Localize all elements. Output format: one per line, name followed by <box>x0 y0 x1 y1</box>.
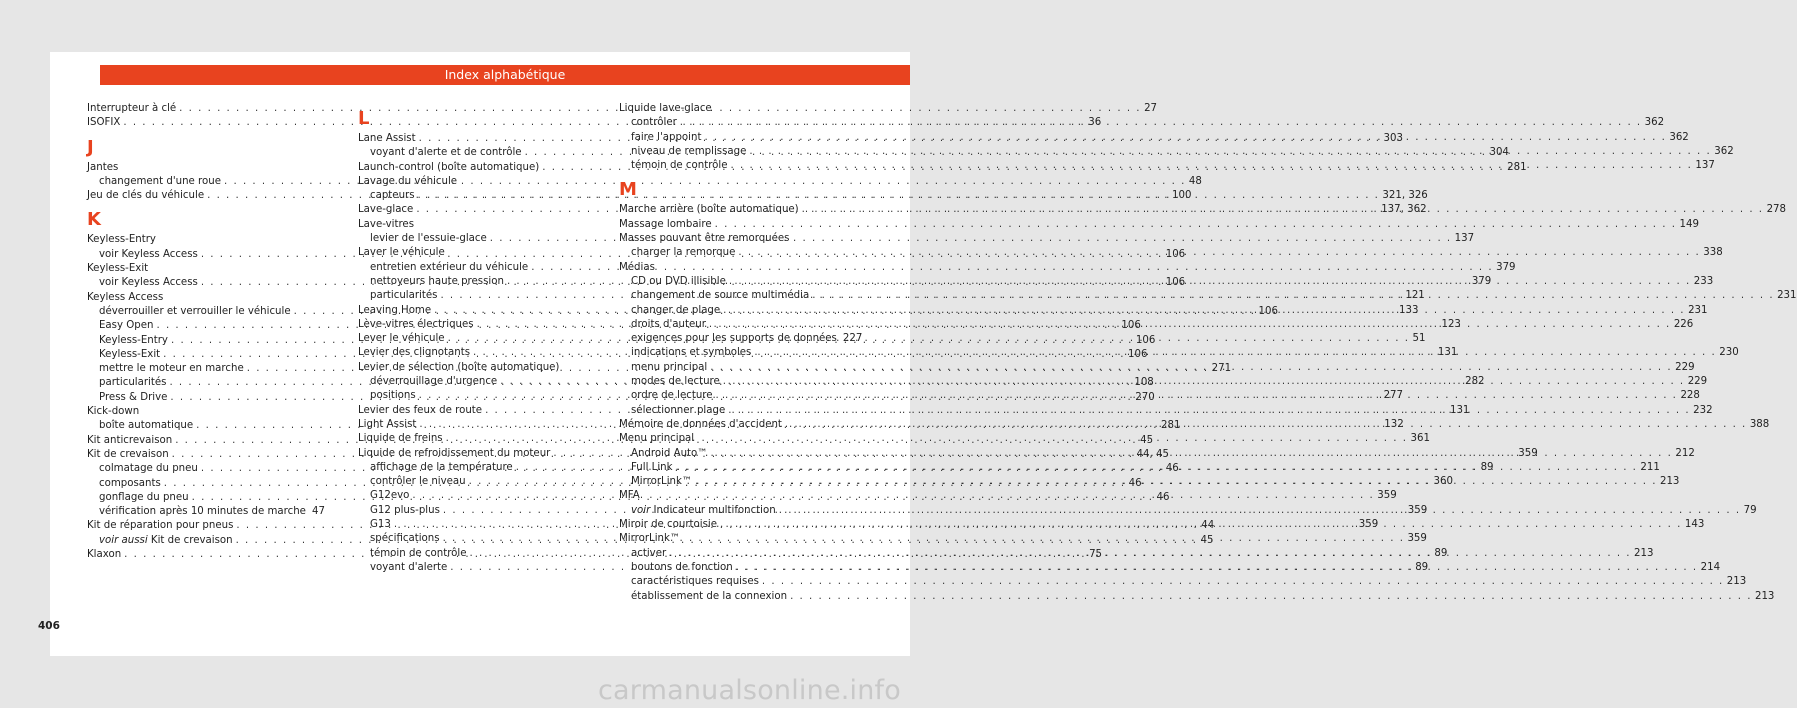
entry-label: déverrouillage d'urgence <box>370 376 498 388</box>
index-subentry <box>619 575 1747 589</box>
page-reference: 304 <box>1489 147 1509 159</box>
entry-label: Lane Assist <box>358 133 416 144</box>
entry-label: Klaxon <box>87 549 122 561</box>
entry-label: exigences pour les supports de données <box>631 333 837 345</box>
entry-label <box>99 534 233 548</box>
leader-dots <box>448 332 1410 346</box>
page-reference: 303 <box>1383 133 1403 144</box>
entry-label: Jantes <box>87 161 119 173</box>
entry-label: sélectionner plage <box>631 404 726 416</box>
page-reference: 213 <box>1754 590 1775 602</box>
entry-label: entretien extérieur du véhicule <box>370 261 529 273</box>
page-reference: 36 <box>1088 117 1102 129</box>
entry-label: établissement de la connexion <box>631 590 788 602</box>
entry-crossref: voir <box>631 504 651 516</box>
entry-label: vérification après 10 minutes de marche <box>99 506 306 518</box>
page-reference: 231 <box>1777 290 1797 302</box>
entry-label: colmatage du pneu <box>99 463 198 475</box>
entry-label: CD ou DVD illisible <box>631 275 726 287</box>
index-entry <box>619 489 859 503</box>
entry-label: témoin de contrôle <box>631 160 728 172</box>
leader-dots <box>812 289 1774 303</box>
page-reference: 79 <box>1743 504 1757 516</box>
entry-label: contrôler le niveau <box>370 476 466 488</box>
entry-crossref: voir aussi <box>99 534 148 546</box>
entry-label: changer de plage <box>631 304 721 316</box>
entry-label: Massage lombaire <box>619 218 712 230</box>
page-reference: 123 <box>1441 318 1461 330</box>
page-reference: 44, 45 <box>1136 448 1169 460</box>
entry-label: Lave-glace <box>358 204 414 216</box>
entry-label: positions <box>370 390 416 402</box>
page-reference: 213 <box>1634 547 1654 559</box>
entry-label: Kit de réparation pour pneus <box>87 520 234 532</box>
entry-label: particularités <box>370 290 438 302</box>
leader-dots <box>709 318 1671 332</box>
page-reference: 230 <box>1719 347 1739 359</box>
page-reference: 359 <box>1407 504 1428 516</box>
leader-dots <box>443 532 1405 546</box>
entry-label: Liquide de refroidissement du moteur <box>358 447 551 459</box>
entry-label: changement de source multimédia <box>631 290 810 302</box>
index-subentry <box>619 332 863 346</box>
page-reference: 108 <box>1134 377 1154 389</box>
leader-dots <box>704 131 1666 145</box>
page-reference: 75 <box>1089 549 1103 561</box>
page-reference: 100 <box>1171 190 1192 202</box>
page-reference: 137 <box>1695 160 1715 172</box>
entry-label: affichage de la température <box>370 461 513 473</box>
leader-dots <box>723 304 1685 318</box>
entry-label: Laver le véhicule <box>358 247 445 259</box>
entry-label: gonflage du pneu <box>99 491 189 503</box>
page-reference: 46 <box>1156 491 1170 503</box>
index-subentry <box>619 590 1775 604</box>
index-entry <box>87 161 325 175</box>
entry-label-text: Kit de crevaison <box>150 534 233 546</box>
entry-label: Keyless-Exit <box>87 263 149 275</box>
entry-label: Keyless-Entry <box>99 334 168 346</box>
entry-label: Leaving Home <box>358 304 432 316</box>
page-reference: 46 <box>1128 477 1142 489</box>
page-reference: 27 <box>1144 103 1158 114</box>
entry-label: G12 plus-plus <box>370 504 440 516</box>
entry-label: Liquide de freins <box>358 433 443 445</box>
page-reference: 89 <box>1480 461 1494 473</box>
entry-label: charger la remorque <box>631 247 736 259</box>
leader-dots <box>731 159 1693 173</box>
leader-dots <box>680 116 1642 130</box>
entry-label: changement d'une roue <box>99 175 221 187</box>
entry-label: Kit de crevaison <box>87 448 169 460</box>
entry-label: Easy Open <box>99 320 154 332</box>
entry-label: indications et symboles <box>631 347 752 359</box>
page-reference: 131 <box>1449 404 1470 416</box>
index-entry <box>87 291 325 305</box>
leader-dots <box>418 189 1380 203</box>
entry-label: Kick-down <box>87 406 140 418</box>
page-reference: 362 <box>1669 131 1689 143</box>
leader-dots <box>785 418 1747 432</box>
entry-label: MirrorLink™ <box>631 476 693 488</box>
entry-label: Kit anticrevaison <box>87 434 173 446</box>
leader-dots <box>720 518 1682 532</box>
page-reference: 359 <box>1518 447 1538 459</box>
entry-label: voir Keyless Access <box>99 277 198 289</box>
entry-label: Light Assist <box>358 418 417 430</box>
entry-label: Menu principal <box>619 433 695 445</box>
page-reference: 232 <box>1693 404 1713 416</box>
page-reference: 361 <box>1410 433 1430 445</box>
page-reference: 89 <box>1434 547 1448 559</box>
index-subentry <box>619 116 1665 130</box>
page-reference: 338 <box>1703 247 1723 259</box>
page-reference: 132 <box>1384 418 1404 430</box>
entry-label: Lever le véhicule <box>358 333 445 345</box>
index-page <box>50 52 1797 656</box>
leader-dots <box>695 475 1657 489</box>
page-reference: 131 <box>1437 347 1458 359</box>
leader-dots <box>762 575 1724 589</box>
page-reference: 51 <box>1412 333 1426 345</box>
page-reference: 212 <box>1675 447 1695 459</box>
entry-label: capteurs <box>370 190 415 202</box>
entry-label: droits d'auteur <box>631 318 706 330</box>
page-reference: 46 <box>1165 463 1179 475</box>
page-reference: 359 <box>1377 490 1397 502</box>
index-entry <box>619 261 859 275</box>
leader-dots <box>749 145 1711 159</box>
entry-label: Lève-vitres électriques <box>358 318 474 330</box>
page-reference: 214 <box>1700 561 1721 573</box>
entry-label: modes de lecture <box>631 376 720 388</box>
page-reference: 362 <box>1714 145 1734 157</box>
entry-label: caractéristiques requises <box>631 576 759 588</box>
page-reference: 360 <box>1433 476 1453 488</box>
page-reference: 271 <box>1211 363 1232 375</box>
page-reference: 106 <box>1128 348 1148 360</box>
leader-dots <box>446 432 1408 446</box>
entry-label: particularités <box>99 377 167 389</box>
watermark: carmanualsonline.info <box>598 675 901 706</box>
page-reference: 227 <box>842 333 863 345</box>
page-reference: 388 <box>1749 418 1770 430</box>
entry-label: Keyless-Entry <box>87 234 156 246</box>
entry-label: Jeu de clés du véhicule <box>87 190 205 202</box>
entry-label: témoin de contrôle <box>370 547 467 559</box>
entry-label: G13 <box>370 519 391 531</box>
entry-label: ordre de lecture <box>631 390 713 402</box>
entry-label: nettoyeurs haute pression <box>370 275 504 287</box>
leader-dots <box>715 218 1677 232</box>
entry-label: levier de l'essuie-glace <box>370 233 487 245</box>
page-reference: 231 <box>1688 304 1708 316</box>
leader-dots <box>669 547 1631 561</box>
entry-label: voyant d'alerte et de contrôle <box>370 147 522 159</box>
page-reference: 45 <box>1140 434 1154 446</box>
page-reference: 137, 362 <box>1381 204 1427 216</box>
page-reference: 106 <box>1121 320 1141 332</box>
entry-label: faire l'appoint <box>631 131 702 143</box>
leader-dots <box>790 590 1752 604</box>
index-entry <box>87 405 325 419</box>
section-letter: K <box>87 209 101 231</box>
index-entry <box>619 102 859 116</box>
page-reference: 281 <box>1507 161 1527 173</box>
leader-dots <box>728 404 1690 418</box>
index-entry <box>358 246 601 260</box>
entry-label: menu principal <box>631 361 708 373</box>
leader-dots <box>754 346 1716 360</box>
page-reference: 226 <box>1673 318 1694 330</box>
page-reference: 213 <box>1659 476 1680 488</box>
page-reference: 229 <box>1687 376 1708 388</box>
entry-label: MFA <box>619 490 640 502</box>
entry-label: Miroir de courtoisie <box>619 519 717 531</box>
page-reference: 45 <box>1200 534 1214 546</box>
page-reference: 282 <box>1465 376 1485 388</box>
entry-label: ISOFIX <box>87 117 121 129</box>
page-reference: 106 <box>1165 277 1186 289</box>
entry-label: G12evo <box>370 490 410 502</box>
page-reference: 143 <box>1684 519 1705 531</box>
index-entry <box>358 361 601 375</box>
entry-label: Levier des clignotants <box>358 347 471 359</box>
page-reference: 44 <box>1201 520 1215 532</box>
entry-label: Liquide lave-glace <box>619 103 712 114</box>
entry-label: Launch-control (boîte automatique) <box>358 161 540 173</box>
section-letter: J <box>87 136 94 158</box>
entry-label: composants <box>99 477 161 489</box>
page-reference: 106 <box>1135 334 1156 346</box>
page-reference: 213 <box>1726 576 1747 588</box>
entry-label: Levier des feux de route <box>358 404 483 416</box>
leader-dots <box>676 461 1638 475</box>
entry-label: boîte automatique <box>99 420 194 432</box>
page-reference: 362 <box>1644 117 1665 129</box>
index-subentry <box>87 505 325 519</box>
entry-label: MirrorLink™ <box>619 533 681 545</box>
page-title: Index alphabétique <box>100 65 910 85</box>
entry-label: Keyless Access <box>87 291 164 303</box>
index-entry <box>87 233 325 247</box>
page-reference: 106 <box>1258 305 1278 317</box>
entry-label: Full Link <box>631 461 673 473</box>
page-reference: 228 <box>1680 390 1700 402</box>
entry-label: Interrupteur à clé <box>87 103 177 114</box>
page-reference: 359 <box>1407 533 1427 545</box>
page-reference: 321, 326 <box>1382 190 1428 202</box>
leader-dots <box>736 561 1698 575</box>
page-reference: 48 <box>1188 175 1202 187</box>
entry-label: mettre le moteur en marche <box>99 363 244 375</box>
page-reference: 137 <box>1454 233 1475 245</box>
page-reference: 149 <box>1679 218 1699 230</box>
leader-dots <box>412 489 1374 503</box>
page-reference: 47 <box>312 506 325 518</box>
entry-label: Android Auto™ <box>631 447 708 459</box>
entry-label: Médias <box>619 261 655 273</box>
leader-dots <box>729 275 1691 289</box>
entry-label: Lavage du véhicule <box>358 175 458 187</box>
entry-label: voyant d'alerte <box>370 561 448 573</box>
page-reference: 211 <box>1640 461 1660 473</box>
index-entry <box>619 218 1699 232</box>
entry-label: Levier de sélection (boîte automatique) <box>358 361 560 373</box>
index-entry <box>619 432 859 446</box>
entry-label: Mémoire de données d'accident <box>619 418 782 430</box>
entry-label: Press & Drive <box>99 391 168 403</box>
entry-label <box>631 504 776 518</box>
leader-dots <box>723 375 1685 389</box>
page-reference: 133 <box>1399 304 1419 316</box>
entry-label: contrôler <box>631 117 677 129</box>
page-reference: 270 <box>1135 391 1155 403</box>
index-entry <box>619 532 859 546</box>
entry-label: boutons de fonction <box>631 561 733 573</box>
page-reference: 106 <box>1165 248 1186 260</box>
index-entry <box>358 218 601 232</box>
section-letter: L <box>358 108 370 129</box>
leader-dots <box>710 447 1672 461</box>
section-letter: M <box>619 179 637 201</box>
entry-label: activer <box>631 547 667 559</box>
index-entry <box>358 175 601 189</box>
entry-label-text: Indicateur multifonction <box>653 504 776 516</box>
page-reference: 229 <box>1675 361 1695 373</box>
entry-label: niveau de remplissage <box>631 145 747 157</box>
entry-label: Marche arrière (boîte automatique) <box>619 204 799 216</box>
entry-label: Lave-vitres <box>358 218 415 230</box>
page-reference: 121 <box>1405 290 1425 302</box>
entry-label: spécifications <box>370 533 440 545</box>
entry-label: Keyless-Exit <box>99 348 161 360</box>
page-reference: 277 <box>1383 390 1404 402</box>
leader-dots <box>802 203 1764 217</box>
page-reference: 379 <box>1496 261 1516 273</box>
entry-label: Masses pouvant être remorquées <box>619 233 790 245</box>
page-reference: 359 <box>1358 519 1379 531</box>
leader-dots <box>710 361 1672 375</box>
entry-label: déverrouiller et verrouiller le véhicule <box>99 305 291 317</box>
page-reference: 281 <box>1161 420 1181 432</box>
entry-label: voir Keyless Access <box>99 248 198 260</box>
index-entry <box>619 232 859 246</box>
leader-dots <box>779 504 1741 518</box>
index-entry <box>87 262 325 276</box>
page-reference: 89 <box>1415 561 1429 573</box>
page-reference: 379 <box>1471 275 1492 287</box>
page-reference: 233 <box>1693 275 1714 287</box>
leader-dots <box>738 246 1700 260</box>
leader-dots <box>716 389 1678 403</box>
page-reference: 278 <box>1766 204 1787 216</box>
page-number: 406 <box>38 620 60 632</box>
